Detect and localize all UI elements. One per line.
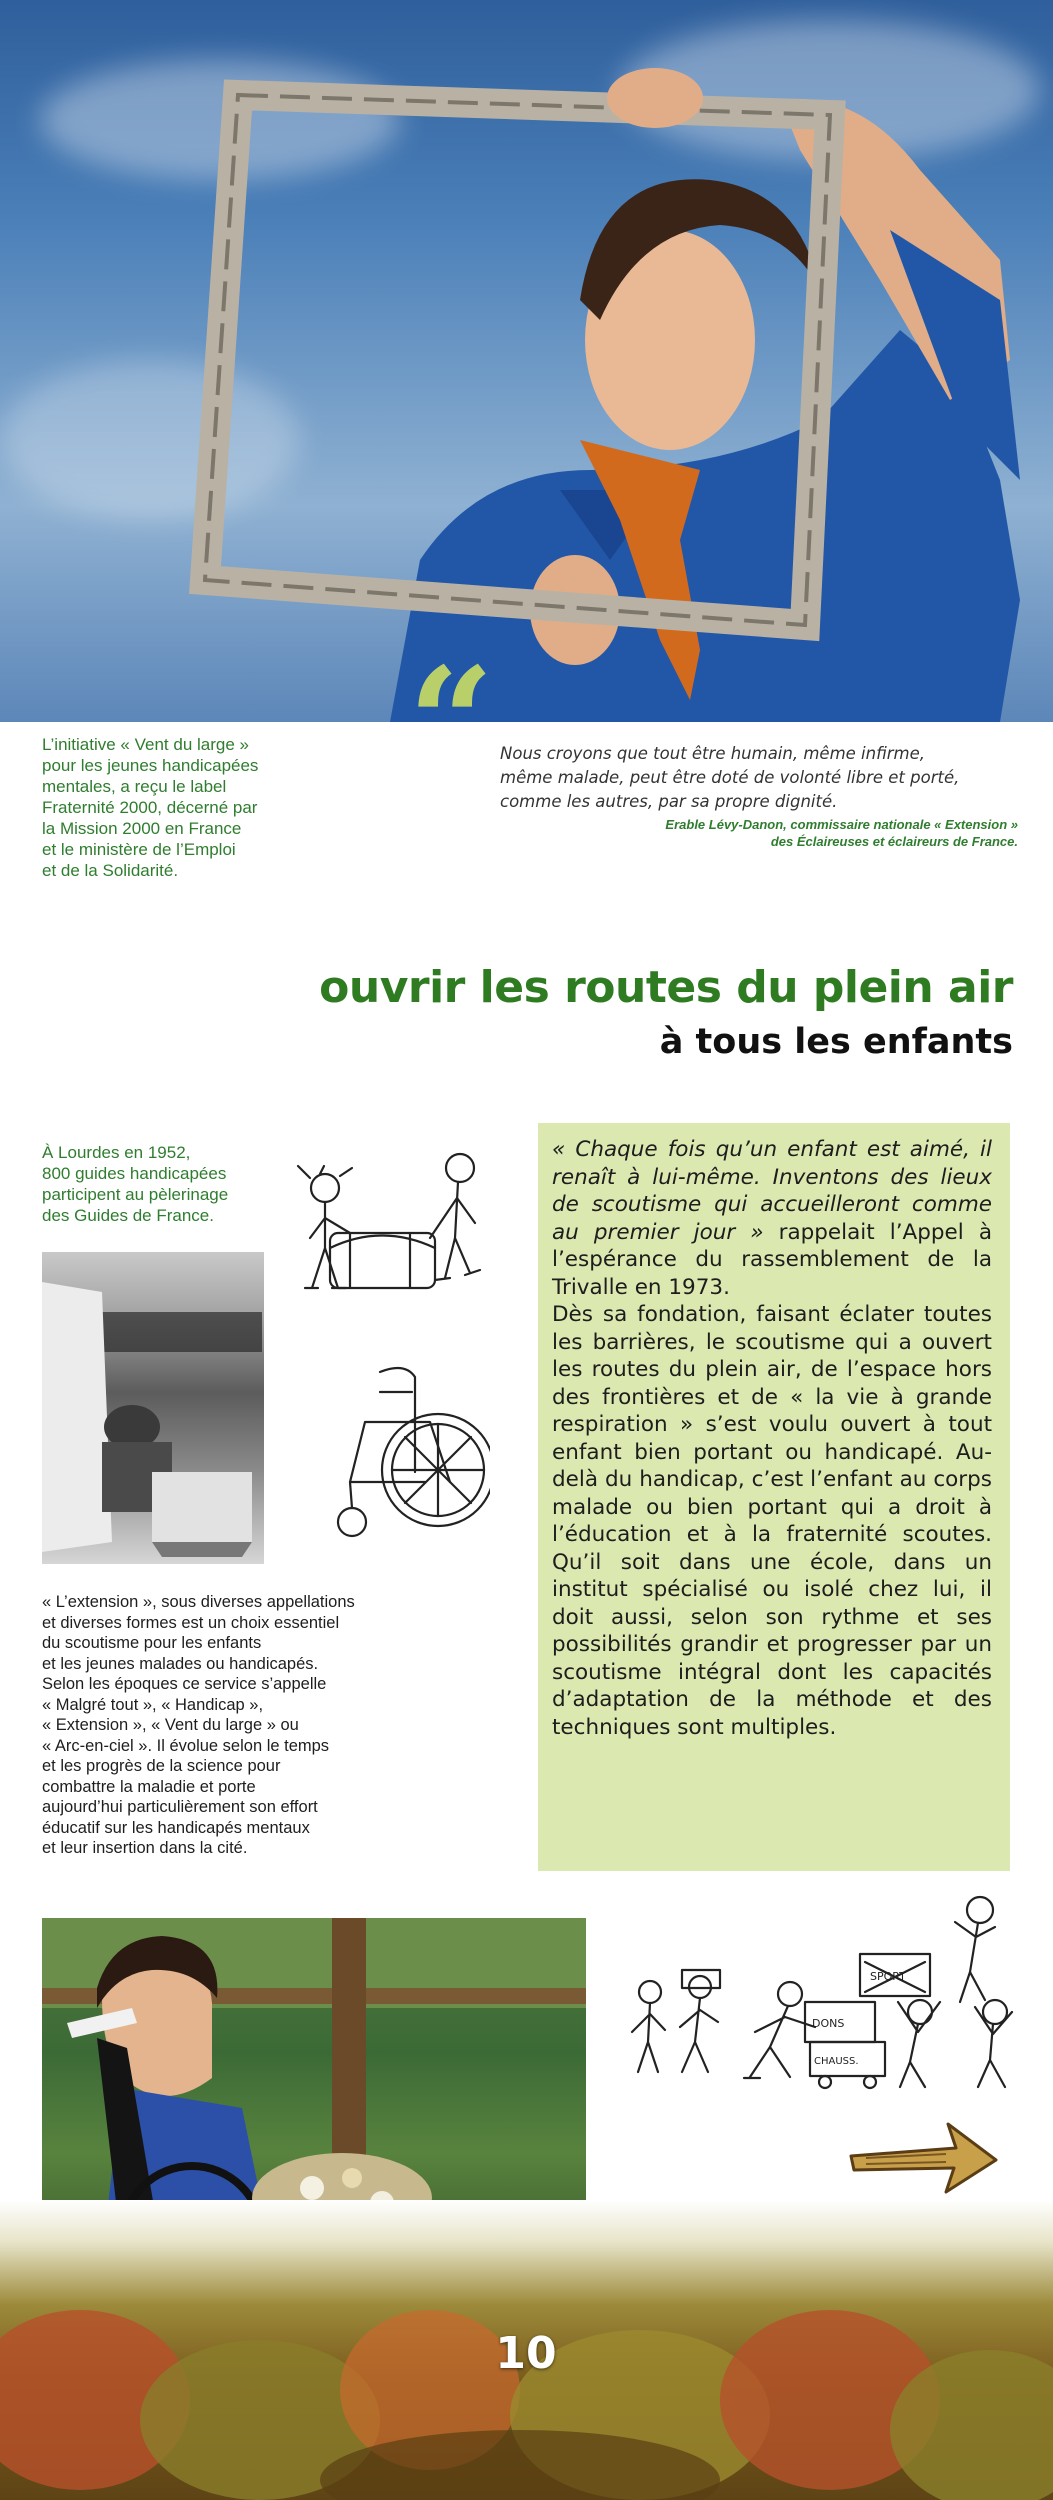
caption-line: des Guides de France.	[42, 1206, 214, 1225]
hero-photo	[0, 0, 1053, 722]
caption-line: 800 guides handicapées	[42, 1164, 227, 1183]
label-caption	[42, 734, 312, 881]
caption-line: la Mission 2000 en France	[42, 819, 242, 838]
main-text-box	[538, 1123, 1010, 1871]
caption-line: combattre la maladie et porte	[42, 1777, 256, 1796]
page-number: 10	[495, 2328, 557, 2379]
caption-line: et le ministère de l’Emploi	[42, 840, 236, 859]
crate-label: SPORT	[870, 1970, 906, 1983]
quote-mark-icon: “	[408, 635, 495, 811]
caption-line: À Lourdes en 1952,	[42, 1143, 191, 1162]
quote-line: même malade, peut être doté de volonté libre et porté,	[500, 768, 960, 787]
quote-line: comme les autres, par sa propre dignité.	[500, 792, 838, 811]
caption-line: L’initiative « Vent du large »	[42, 735, 249, 754]
wheelchair-sketch	[320, 1362, 490, 1562]
scouts-carrying-chest-sketch	[290, 1138, 510, 1338]
caption-line: « L’extension », sous diverses appellations	[42, 1593, 355, 1611]
caption-line: aujourd’hui particulièrement son effort	[42, 1798, 318, 1816]
main-quote: « Chaque fois qu’un enfant est aimé, il renaît à lui-même. Inventons des lieux de scoutisme qui accueilleront comme au premier jour »	[552, 1137, 992, 1245]
girl-with-frame-illustration	[0, 0, 1053, 722]
quote-line: Nous croyons que tout être humain, même infirme,	[500, 744, 925, 763]
caption-line: et leur insertion dans la cité.	[42, 1839, 248, 1857]
caption-line: et les jeunes malades ou handicapés.	[42, 1654, 319, 1673]
caption-line: pour les jeunes handicapées	[42, 756, 259, 775]
page-subtitle: à tous les enfants	[659, 1022, 1013, 1062]
caption-line: et les progrès de la science pour	[42, 1757, 281, 1775]
lourdes-caption	[42, 1142, 292, 1226]
credit-line: Erable Lévy-Danon, commissaire nationale « Extension »	[665, 817, 1018, 832]
caption-line: « Extension », « Vent du large » ou	[42, 1716, 299, 1734]
caption-line: et de la Solidarité.	[42, 861, 179, 880]
caption-line: « Malgré tout », « Handicap »,	[42, 1695, 264, 1714]
page-title: ouvrir les routes du plein air	[319, 962, 1013, 1013]
crate-label: DONS	[812, 2017, 845, 2030]
main-paragraph-2: Dès sa fondation, faisant éclater toutes les barrières, le scoutisme qui a ouvert les routes du plein air, de l’espace hors des frontières et de « la vie à grande respiration » s’est voulu ouvert à tout enfant bien portant ou handicapé. Au-delà du handicap, c’est l’enfant au corps malade ou bien portant qui a droit à l’éducation et à la fraternité scoutes. Qu’il soit dans une école, dans un institut spécialisé ou isolé chez lui, il doit aussi, selon son rythme et ses possibilités grandir et progresser par un scoutisme intégral dont les capacités d’adaptation de la méthode et des techniques sont multiples.	[552, 1302, 992, 1740]
caption-line: éducatif sur les handicapés mentaux	[42, 1818, 310, 1837]
caption-line: participent au pèlerinage	[42, 1185, 229, 1204]
caption-line: du scoutisme pour les enfants	[42, 1634, 262, 1652]
crate-label: CHAUSS.	[814, 2056, 859, 2067]
caption-line: Fraternité 2000, décerné par	[42, 798, 258, 817]
quote-credit	[470, 816, 1018, 850]
caption-line: mentales, a reçu le label	[42, 777, 227, 796]
scouts-carrying-crates-sketch	[620, 1892, 1020, 2092]
caption-line: « Arc-en-ciel ». Il évolue selon le temps	[42, 1736, 330, 1755]
caption-line: et diverses formes est un choix essentiel	[42, 1613, 340, 1632]
caption-line: Selon les époques ce service s’appelle	[42, 1675, 327, 1693]
main-paragraph-1	[552, 1136, 992, 1301]
credit-line: des Éclaireuses et éclaireurs de France.	[770, 834, 1018, 849]
main-quote-tail: rappelait l’Appel à l’espérance du rassemblement de la Trivalle en 1973.	[552, 1219, 992, 1300]
extension-caption	[42, 1592, 442, 1859]
lourdes-photo	[42, 1252, 264, 1564]
pull-quote	[500, 742, 1020, 814]
arrow-right-icon	[846, 2110, 1006, 2200]
